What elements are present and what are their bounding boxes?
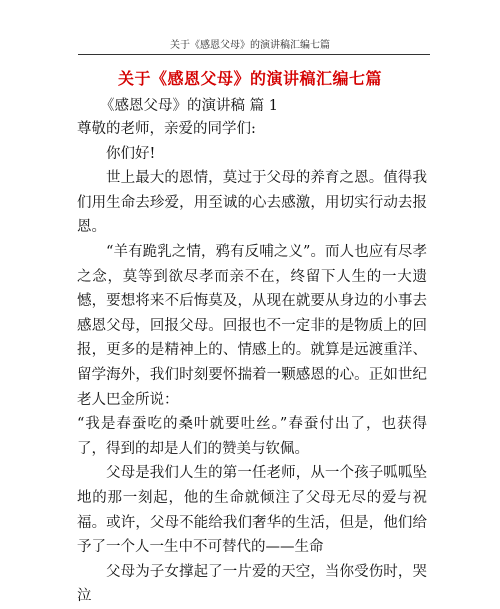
running-header: 关于《感恩父母》的演讲稿汇编七篇 xyxy=(170,40,330,51)
section-subtitle: 《感恩父母》的演讲稿 篇 1 xyxy=(100,98,278,114)
body-text xyxy=(77,117,427,609)
header-divider xyxy=(78,54,430,55)
paragraph: “我是春蚕吃的桑叶就要吐丝。”春蚕付出了，也获得了，得到的却是人们的赞美与钦佩。 xyxy=(77,416,427,457)
paragraph: 父母是我们人生的第一任老师，从一个孩子呱呱坠地的那一刻起，他的生命就倾注了父母无尽的爱与祝福。或许，父母不能给我们奢华的生活，但是，他们给予了一个人一生中不可替代的——生命 xyxy=(77,465,427,556)
greeting: 你们好! xyxy=(106,145,156,162)
salutation: 尊敬的老师，亲爱的同学们: xyxy=(77,121,256,137)
paragraph: 父母为子女撑起了一片爱的天空，当你受伤时，哭泣 xyxy=(77,563,427,605)
document-title: 关于《感恩父母》的演讲稿汇编七篇 xyxy=(117,69,382,88)
paragraph: 世上最大的恩情，莫过于父母的养育之恩。值得我们用生命去珍爱，用至诚的心去感激，用切实行动去报恩。 xyxy=(77,170,427,236)
paragraph: “羊有跪乳之情，鸦有反哺之义”。而人也应有尽孝之念，莫等到欲尽孝而亲不在，终留下人生的一大遗憾，要想将来不后悔莫及，从现在就要从身边的小事去感恩父母，回报父母。回报也不一定非的是物质上的回报，更多的是精神上的、情感上的。就算是远渡重洋、留学海外，我们时刻要怀揣着一颗感恩的心。正如世纪老人巴金所说： xyxy=(77,243,427,408)
